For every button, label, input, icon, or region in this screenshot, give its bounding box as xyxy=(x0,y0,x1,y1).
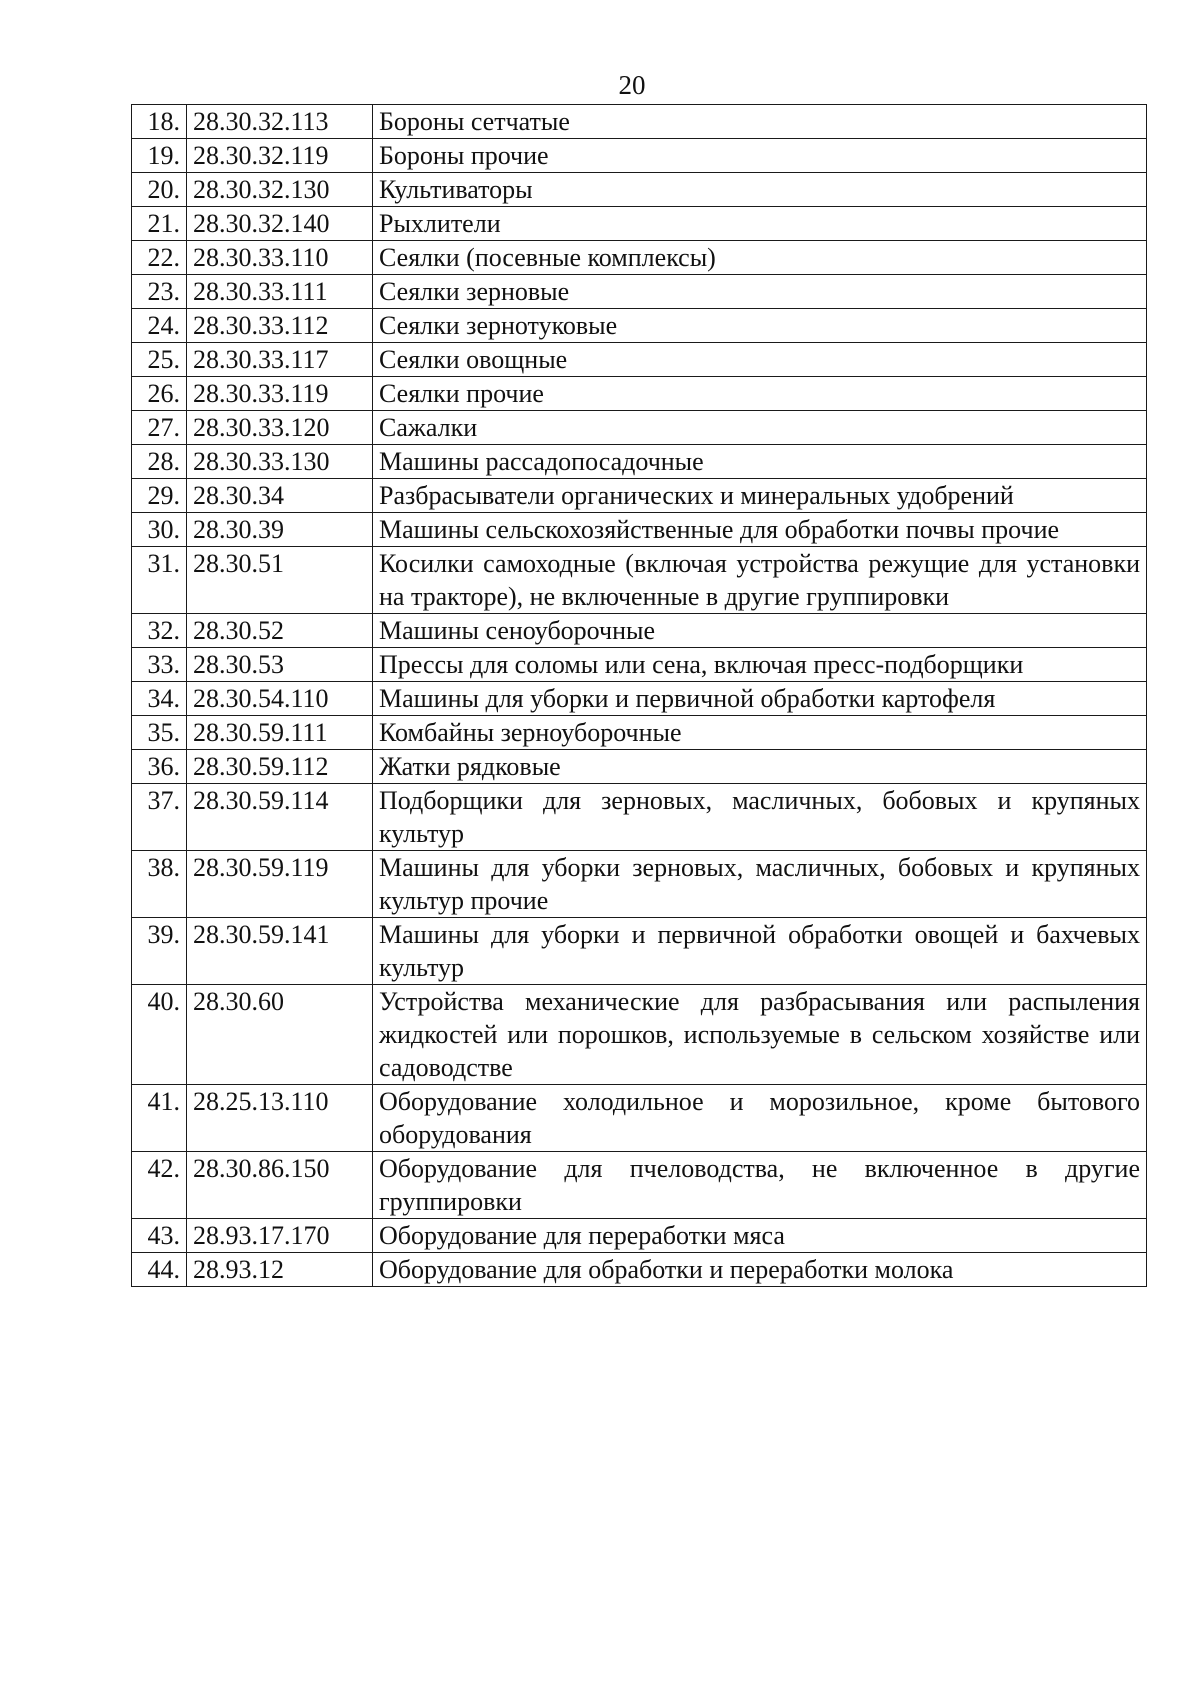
table-row xyxy=(132,411,1147,445)
table-row xyxy=(132,479,1147,513)
okpd-code-cell: 28.30.33.111 xyxy=(187,275,373,309)
row-number-cell: 34. xyxy=(132,682,187,716)
okpd-code-cell: 28.30.33.130 xyxy=(187,445,373,479)
item-name-cell: Бороны прочие xyxy=(373,139,1147,173)
item-name-cell: Оборудование для пчеловодства, не включенное в другие группировки xyxy=(373,1152,1147,1219)
page-number: 20 xyxy=(618,70,646,100)
table-row xyxy=(132,139,1147,173)
table-row xyxy=(132,275,1147,309)
item-name-cell: Машины рассадопосадочные xyxy=(373,445,1147,479)
row-number-cell: 28. xyxy=(132,445,187,479)
table-row xyxy=(132,343,1147,377)
item-name-cell: Машины для уборки и первичной обработки картофеля xyxy=(373,682,1147,716)
table-row xyxy=(132,648,1147,682)
okpd-code-cell: 28.30.59.114 xyxy=(187,784,373,851)
equipment-table xyxy=(131,104,1147,1287)
table-row xyxy=(132,547,1147,614)
row-number-cell: 31. xyxy=(132,547,187,614)
table-row xyxy=(132,851,1147,918)
table-row xyxy=(132,716,1147,750)
table-row xyxy=(132,207,1147,241)
item-name-cell: Сеялки зерновые xyxy=(373,275,1147,309)
okpd-code-cell: 28.30.33.119 xyxy=(187,377,373,411)
table-row xyxy=(132,1219,1147,1253)
row-number-cell: 43. xyxy=(132,1219,187,1253)
row-number-cell: 42. xyxy=(132,1152,187,1219)
row-number-cell: 22. xyxy=(132,241,187,275)
item-name-cell: Рыхлители xyxy=(373,207,1147,241)
okpd-code-cell: 28.30.86.150 xyxy=(187,1152,373,1219)
table-row xyxy=(132,377,1147,411)
okpd-code-cell: 28.30.52 xyxy=(187,614,373,648)
table-row xyxy=(132,513,1147,547)
row-number-cell: 40. xyxy=(132,985,187,1085)
table-row xyxy=(132,1253,1147,1287)
row-number-cell: 38. xyxy=(132,851,187,918)
table-row xyxy=(132,445,1147,479)
item-name-cell: Машины сельскохозяйственные для обработки почвы прочие xyxy=(373,513,1147,547)
row-number-cell: 24. xyxy=(132,309,187,343)
okpd-code-cell: 28.30.59.112 xyxy=(187,750,373,784)
item-name-cell: Сеялки зернотуковые xyxy=(373,309,1147,343)
item-name-cell: Сеялки прочие xyxy=(373,377,1147,411)
table-row xyxy=(132,918,1147,985)
okpd-code-cell: 28.30.33.112 xyxy=(187,309,373,343)
row-number-cell: 18. xyxy=(132,105,187,139)
okpd-code-cell: 28.30.60 xyxy=(187,985,373,1085)
item-name-cell: Сажалки xyxy=(373,411,1147,445)
item-name-cell: Бороны сетчатые xyxy=(373,105,1147,139)
item-name-cell: Разбрасыватели органических и минеральных удобрений xyxy=(373,479,1147,513)
row-number-cell: 44. xyxy=(132,1253,187,1287)
okpd-code-cell: 28.30.32.113 xyxy=(187,105,373,139)
item-name-cell: Машины для уборки зерновых, масличных, бобовых и крупяных культур прочие xyxy=(373,851,1147,918)
row-number-cell: 21. xyxy=(132,207,187,241)
item-name-cell: Сеялки овощные xyxy=(373,343,1147,377)
item-name-cell: Культиваторы xyxy=(373,173,1147,207)
item-name-cell: Машины для уборки и первичной обработки овощей и бахчевых культур xyxy=(373,918,1147,985)
okpd-code-cell: 28.30.33.120 xyxy=(187,411,373,445)
table-row xyxy=(132,682,1147,716)
row-number-cell: 32. xyxy=(132,614,187,648)
row-number-cell: 20. xyxy=(132,173,187,207)
item-name-cell: Устройства механические для разбрасывания или распыления жидкостей или порошков, используемые в сельском хозяйстве или садоводстве xyxy=(373,985,1147,1085)
row-number-cell: 35. xyxy=(132,716,187,750)
okpd-code-cell: 28.30.32.119 xyxy=(187,139,373,173)
item-name-cell: Подборщики для зерновых, масличных, бобовых и крупяных культур xyxy=(373,784,1147,851)
row-number-cell: 19. xyxy=(132,139,187,173)
okpd-code-cell: 28.30.51 xyxy=(187,547,373,614)
table-row xyxy=(132,309,1147,343)
okpd-code-cell: 28.30.32.130 xyxy=(187,173,373,207)
row-number-cell: 26. xyxy=(132,377,187,411)
row-number-cell: 23. xyxy=(132,275,187,309)
table-row xyxy=(132,750,1147,784)
okpd-code-cell: 28.30.39 xyxy=(187,513,373,547)
row-number-cell: 30. xyxy=(132,513,187,547)
okpd-code-cell: 28.30.33.110 xyxy=(187,241,373,275)
table-row xyxy=(132,1085,1147,1152)
okpd-code-cell: 28.93.12 xyxy=(187,1253,373,1287)
okpd-code-cell: 28.25.13.110 xyxy=(187,1085,373,1152)
okpd-code-cell: 28.30.54.110 xyxy=(187,682,373,716)
table-body xyxy=(132,105,1147,1287)
item-name-cell: Комбайны зерноуборочные xyxy=(373,716,1147,750)
item-name-cell: Жатки рядковые xyxy=(373,750,1147,784)
okpd-code-cell: 28.30.59.111 xyxy=(187,716,373,750)
okpd-code-cell: 28.30.59.141 xyxy=(187,918,373,985)
item-name-cell: Сеялки (посевные комплексы) xyxy=(373,241,1147,275)
item-name-cell: Оборудование для переработки мяса xyxy=(373,1219,1147,1253)
okpd-code-cell: 28.30.34 xyxy=(187,479,373,513)
row-number-cell: 37. xyxy=(132,784,187,851)
row-number-cell: 27. xyxy=(132,411,187,445)
table-row xyxy=(132,105,1147,139)
item-name-cell: Оборудование холодильное и морозильное, кроме бытового оборудования xyxy=(373,1085,1147,1152)
table-row xyxy=(132,614,1147,648)
okpd-code-cell: 28.30.32.140 xyxy=(187,207,373,241)
row-number-cell: 25. xyxy=(132,343,187,377)
row-number-cell: 33. xyxy=(132,648,187,682)
table-row xyxy=(132,784,1147,851)
table-row xyxy=(132,1152,1147,1219)
row-number-cell: 41. xyxy=(132,1085,187,1152)
okpd-code-cell: 28.93.17.170 xyxy=(187,1219,373,1253)
item-name-cell: Машины сеноуборочные xyxy=(373,614,1147,648)
row-number-cell: 39. xyxy=(132,918,187,985)
row-number-cell: 36. xyxy=(132,750,187,784)
item-name-cell: Прессы для соломы или сена, включая пресс-подборщики xyxy=(373,648,1147,682)
row-number-cell: 29. xyxy=(132,479,187,513)
table-row xyxy=(132,241,1147,275)
okpd-code-cell: 28.30.59.119 xyxy=(187,851,373,918)
table-row xyxy=(132,173,1147,207)
table-row xyxy=(132,985,1147,1085)
okpd-code-cell: 28.30.33.117 xyxy=(187,343,373,377)
item-name-cell: Косилки самоходные (включая устройства режущие для установки на тракторе), не включенные в другие группировки xyxy=(373,547,1147,614)
item-name-cell: Оборудование для обработки и переработки молока xyxy=(373,1253,1147,1287)
okpd-code-cell: 28.30.53 xyxy=(187,648,373,682)
